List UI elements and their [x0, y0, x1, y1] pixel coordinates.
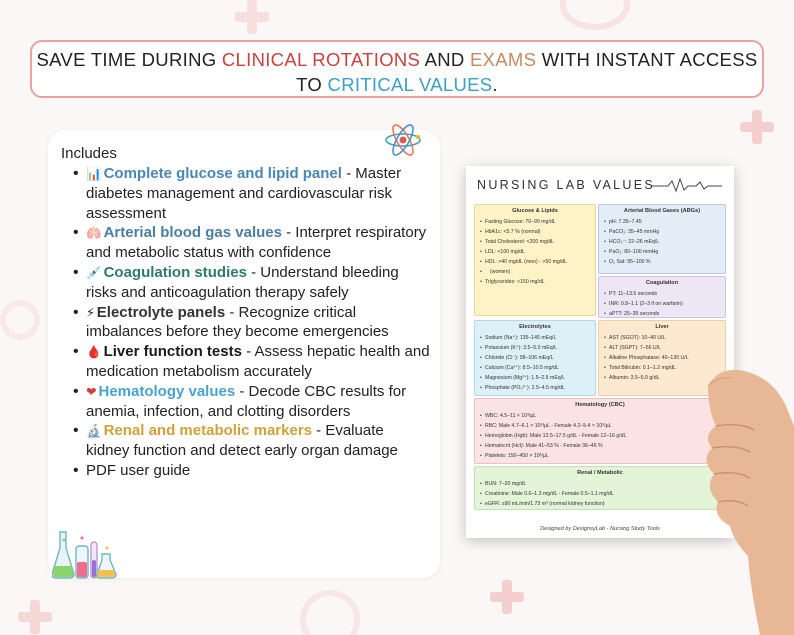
lab-value: • Albumin: 3.5–5.0 g/dL	[604, 373, 720, 383]
lab-value: • HCO₃⁻: 22–26 mEq/L	[604, 237, 720, 247]
feature-title: Liver function tests	[103, 343, 242, 361]
headline-banner	[30, 40, 764, 98]
section-heading: Arterial Blood Gases (ABGs)	[623, 208, 701, 214]
section-heading: Coagulation	[645, 280, 679, 286]
lab-value: • (women)	[480, 267, 590, 277]
headline-text-3: WITH INSTANT ACCESS TO	[296, 49, 758, 95]
chart-icon: 📊	[86, 166, 102, 181]
headline-text-2: AND	[420, 49, 471, 70]
lab-value: • PaCO₂: 35–45 mmHg	[604, 227, 720, 237]
stethoscope-icon	[560, 0, 630, 30]
lab-value: • WBC: 4.5–11 × 10³/µL	[480, 411, 720, 421]
headline-text-4: .	[492, 74, 498, 95]
list-item	[86, 342, 431, 382]
lab-value: • PaO₂: 80–100 mmHg	[604, 247, 720, 257]
syringe-icon: 💉	[86, 264, 102, 280]
lab-value: • Calcium (Ca²⁺): 8.5–10.5 mg/dL	[480, 363, 590, 373]
lab-value: • HDL: >40 mg/dL (men) - >50 mg/dL	[480, 257, 590, 267]
lab-value: • HbA1c: <5.7 % (normal)	[480, 227, 590, 237]
feature-title: Electrolyte panels	[96, 303, 226, 321]
list-item	[86, 263, 431, 303]
lab-value: • Hemoglobin (Hgb): Male 13.5–17.5 g/dL - Female 12–16 g/dL	[480, 431, 720, 441]
medical-cross-icon	[18, 600, 52, 634]
hematology-box	[474, 398, 726, 464]
feature-title: Hematology values	[98, 382, 236, 400]
lab-value: • Total Cholesterol: <200 mg/dL	[480, 237, 590, 247]
headline-highlight-exams: EXAMS	[470, 49, 537, 70]
lab-value: • Creatinine: Male 0.6–1.3 mg/dL - Female 0.5–1.1 mg/dL	[480, 489, 720, 499]
stethoscope-icon	[300, 590, 360, 635]
section-heading: Renal / Metabolic	[577, 470, 623, 476]
list-item	[86, 461, 431, 481]
section-heading: Hematology (CBC)	[575, 402, 625, 408]
lab-value: • INR: 0.8–1.1 (2–3 if on warfarin)	[604, 299, 720, 309]
headline-highlight-critical-values: CRITICAL VALUES	[327, 74, 493, 95]
feature-title: Complete glucose and lipid panel	[103, 165, 342, 182]
medical-cross-icon	[235, 0, 269, 34]
abg-box	[598, 204, 726, 274]
section-heading: Glucose & Lipids	[512, 208, 558, 214]
feature-description: PDF user guide	[86, 461, 191, 479]
list-item	[86, 223, 431, 263]
lab-value: • PT: 11–13.5 seconds	[604, 289, 720, 299]
lab-flasks-icon	[52, 528, 120, 580]
feature-description: - Decode CBC results for anemia, infection, and clotting disorders	[86, 382, 407, 420]
feature-title: Renal and metabolic markers	[103, 422, 312, 440]
glucose-lipids-box	[474, 204, 596, 316]
electrolytes-box	[474, 320, 596, 396]
hand-image	[690, 356, 794, 635]
feature-title: Coagulation studies	[103, 263, 247, 281]
lab-value: • O₂ Sat: 95–100 %	[604, 257, 720, 267]
medical-cross-icon	[490, 580, 524, 614]
lab-value: • AST (SGOT): 10–40 U/L	[604, 333, 720, 343]
feature-description: - Understand bleeding risks and anticoagulation therapy safely	[86, 263, 399, 301]
lab-value: • pH: 7.35–7.45	[604, 217, 720, 227]
section-heading: Electrolytes	[519, 324, 551, 330]
list-item	[86, 303, 431, 343]
blood-drop-icon: 🩸	[86, 344, 102, 360]
lab-value: • aPTT: 25–35 seconds	[604, 309, 720, 318]
lab-value: • ALT (SGPT): 7–56 U/L	[604, 343, 720, 353]
sheet-footer: Designed by DesignsyLab - Nursing Study Tools	[540, 526, 660, 532]
medical-cross-icon	[740, 110, 774, 144]
lab-value: • eGFR: ≥90 mL/min/1.73 m² (normal kidney function)	[480, 499, 720, 509]
microscope-icon: 🔬	[86, 423, 102, 439]
lungs-icon: 🫁	[86, 225, 102, 241]
lab-value: • LDL: <100 mg/dL	[480, 247, 590, 257]
renal-metabolic-box	[474, 466, 726, 510]
lab-value: • Magnesium (Mg²⁺): 1.5–2.5 mEq/L	[480, 373, 590, 383]
feature-description: - Recognize critical imbalances before they become emergencies	[86, 303, 389, 341]
lab-value: • Platelets: 150–450 × 10³/µL	[480, 451, 720, 461]
feature-description: - Interpret respiratory and metabolic status with confidence	[86, 224, 427, 262]
list-item	[86, 164, 431, 223]
lab-value: • RBC: Male 4.7–6.1 × 10⁶/µL - Female 4.2–5.4 × 10⁶/µL	[480, 421, 720, 431]
lab-value: • Chloride (Cl⁻): 98–106 mEq/L	[480, 353, 590, 363]
lab-value: • Triglycerides: <150 mg/dL	[480, 277, 590, 287]
lab-value: • BUN: 7–20 mg/dL	[480, 479, 720, 489]
lab-value: • Alkaline Phosphatase: 40–130 U/L	[604, 353, 720, 363]
headline-highlight-rotations: CLINICAL ROTATIONS	[221, 49, 421, 70]
section-heading: Liver	[655, 324, 669, 330]
lab-value: • Total Bilirubin: 0.1–1.2 mg/dL	[604, 363, 720, 373]
ekg-line-icon	[652, 177, 722, 193]
feature-description: - Evaluate kidney function and detect early organ damage	[86, 422, 398, 460]
feature-description: - Assess hepatic health and medication metabolism accurately	[86, 343, 430, 380]
lab-value: • Sodium (Na⁺): 135–145 mEq/L	[480, 333, 590, 343]
lab-value: • Hematocrit (Hct): Male 41–53 % - Female 36–46 %	[480, 441, 720, 451]
lab-value: • Fasting Glucose: 70–99 mg/dL	[480, 217, 590, 227]
lab-value: • Phosphate (PO₄³⁻): 2.5–4.5 mg/dL	[480, 383, 590, 393]
list-item	[86, 421, 431, 461]
list-item	[86, 382, 431, 422]
lightning-icon: ⚡	[86, 304, 95, 320]
coagulation-box	[598, 276, 726, 318]
feature-title: Arterial blood gas values	[103, 224, 282, 242]
pill-icon	[0, 300, 40, 340]
atom-icon	[383, 120, 423, 160]
headline-text-1: SAVE TIME DURING	[36, 49, 222, 70]
lab-value: • Potassium (K⁺): 3.5–5.0 mEq/L	[480, 343, 590, 353]
sheet-title: NURSING LAB VALUES	[477, 178, 656, 192]
features-list	[86, 164, 431, 481]
heart-icon: ❤	[86, 383, 97, 399]
feature-description: - Master diabetes management and cardiovascular risk assessment	[86, 165, 402, 222]
includes-heading: Includes	[61, 145, 117, 162]
